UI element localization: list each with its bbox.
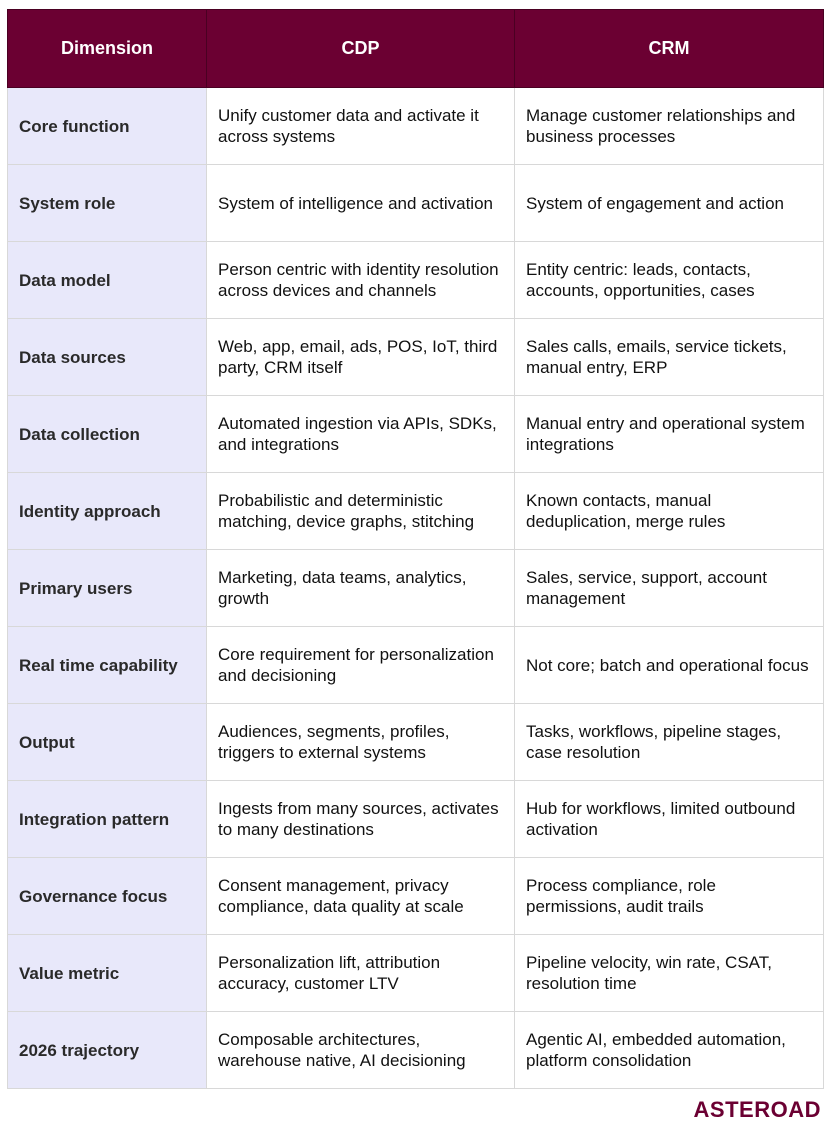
dimension-cell: Governance focus [8,858,207,935]
table-row [8,242,824,319]
dimension-cell: Identity approach [8,473,207,550]
crm-cell: Agentic AI, embedded automation, platform consolidation [515,1012,824,1089]
header-cdp: CDP [207,10,515,88]
dimension-cell: 2026 trajectory [8,1012,207,1089]
cdp-cell: Ingests from many sources, activates to many destinations [207,781,515,858]
cdp-cell: Personalization lift, attribution accuracy, customer LTV [207,935,515,1012]
table-row [8,473,824,550]
crm-cell: Sales, service, support, account management [515,550,824,627]
cdp-cell: Core requirement for personalization and decisioning [207,627,515,704]
dimension-cell: System role [8,165,207,242]
dimension-cell: Data model [8,242,207,319]
cdp-cell: Audiences, segments, profiles, triggers to external systems [207,704,515,781]
table-row [8,858,824,935]
crm-cell: Not core; batch and operational focus [515,627,824,704]
table-row [8,550,824,627]
dimension-cell: Real time capability [8,627,207,704]
crm-cell: Tasks, workflows, pipeline stages, case resolution [515,704,824,781]
table-row [8,396,824,473]
table-row [8,781,824,858]
dimension-cell: Data collection [8,396,207,473]
brand-logo: ASTEROAD [693,1097,821,1122]
crm-cell: Process compliance, role permissions, audit trails [515,858,824,935]
header-crm: CRM [515,10,824,88]
comparison-table [7,9,824,1089]
table-row [8,627,824,704]
cdp-cell: Web, app, email, ads, POS, IoT, third party, CRM itself [207,319,515,396]
dimension-cell: Output [8,704,207,781]
table-header [8,10,824,88]
cdp-cell: Person centric with identity resolution across devices and channels [207,242,515,319]
table-row [8,704,824,781]
crm-cell: Known contacts, manual deduplication, merge rules [515,473,824,550]
cdp-cell: Composable architectures, warehouse native, AI decisioning [207,1012,515,1089]
table-row [8,1012,824,1089]
crm-cell: Manual entry and operational system integrations [515,396,824,473]
header-dimension: Dimension [8,10,207,88]
cdp-cell: Automated ingestion via APIs, SDKs, and integrations [207,396,515,473]
dimension-cell: Core function [8,88,207,165]
dimension-cell: Integration pattern [8,781,207,858]
dimension-cell: Primary users [8,550,207,627]
cdp-cell: Marketing, data teams, analytics, growth [207,550,515,627]
table-body [8,88,824,1089]
cdp-cell: Consent management, privacy compliance, data quality at scale [207,858,515,935]
crm-cell: Hub for workflows, limited outbound activation [515,781,824,858]
crm-cell: Entity centric: leads, contacts, accounts, opportunities, cases [515,242,824,319]
crm-cell: Sales calls, emails, service tickets, manual entry, ERP [515,319,824,396]
header-row [8,10,824,88]
table-row [8,935,824,1012]
dimension-cell: Data sources [8,319,207,396]
cdp-cell: System of intelligence and activation [207,165,515,242]
crm-cell: Pipeline velocity, win rate, CSAT, resolution time [515,935,824,1012]
cdp-cell: Probabilistic and deterministic matching, device graphs, stitching [207,473,515,550]
crm-cell: System of engagement and action [515,165,824,242]
cdp-cell: Unify customer data and activate it across systems [207,88,515,165]
crm-cell: Manage customer relationships and business processes [515,88,824,165]
table-row [8,319,824,396]
table-row [8,88,824,165]
table-row [8,165,824,242]
dimension-cell: Value metric [8,935,207,1012]
